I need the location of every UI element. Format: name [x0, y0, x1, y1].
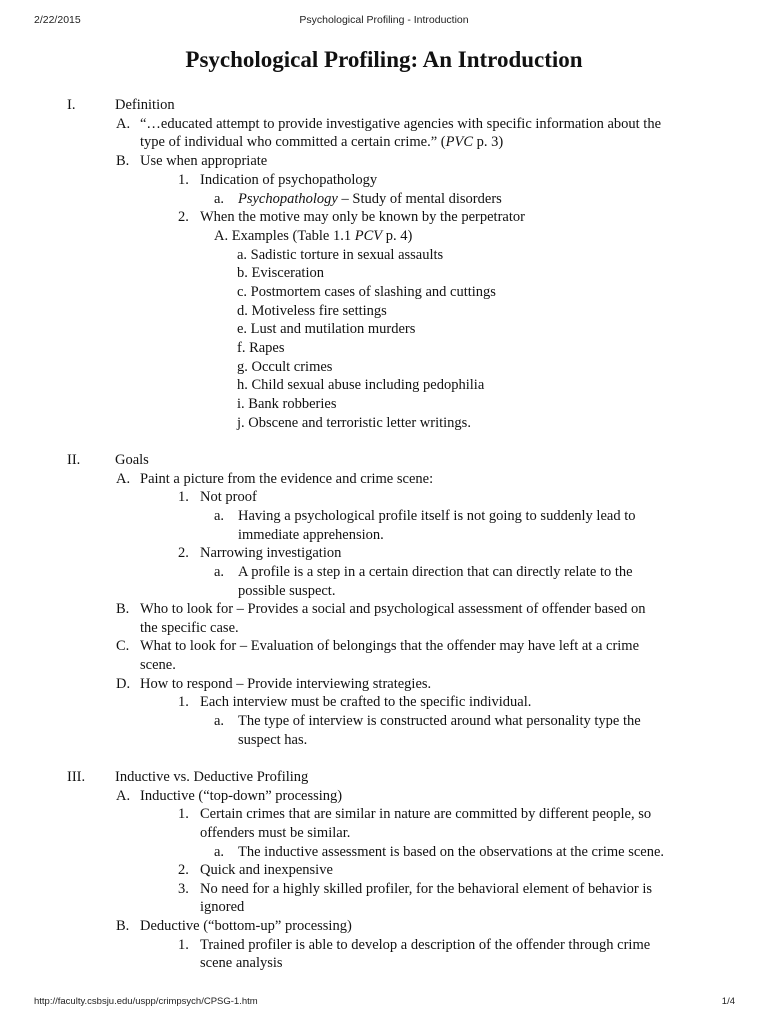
outline-line: the specific case.: [140, 620, 239, 636]
item-label: B.: [116, 918, 130, 934]
item-label: A.: [116, 116, 131, 132]
print-url: http://faculty.csbsju.edu/uspp/crimpsych/CPSG-1.htm: [34, 996, 258, 1007]
print-page-title: Psychological Profiling - Introduction: [299, 14, 469, 26]
outline-line: When the motive may only be known by the perpetrator: [200, 209, 525, 225]
outline-line: Use when appropriate: [140, 153, 268, 169]
outline-line: Quick and inexpensive: [200, 862, 333, 878]
outline-line: Each interview must be crafted to the specific individual.: [200, 694, 532, 710]
outline-line: No need for a highly skilled profiler, for the behavioral element of behavior is: [200, 881, 652, 897]
outline-line: Narrowing investigation: [200, 545, 342, 561]
section-heading: Definition: [115, 97, 175, 113]
outline-line: possible suspect.: [238, 583, 336, 599]
item-label: 3.: [178, 881, 189, 897]
example-item: e. Lust and mutilation murders: [237, 321, 416, 337]
item-label: 2.: [178, 862, 189, 878]
example-item: d. Motiveless fire settings: [237, 303, 387, 319]
outline-line: “…educated attempt to provide investigative agencies with specific information about the: [140, 116, 662, 132]
outline-line: Who to look for – Provides a social and psychological assessment of offender based on: [140, 601, 646, 617]
item-label: C.: [116, 638, 130, 654]
item-label: 1.: [178, 937, 189, 953]
outline-line: Indication of psychopathology: [200, 172, 378, 188]
outline-line: Not proof: [200, 489, 257, 505]
outline-line: A. Examples (Table 1.1 PCV p. 4): [214, 228, 413, 244]
outline-line: Inductive (“top-down” processing): [140, 788, 343, 804]
item-label: a.: [214, 191, 225, 207]
outline-line: ignored: [200, 899, 245, 915]
outline-line: scene analysis: [200, 955, 283, 971]
item-label: a.: [214, 508, 225, 524]
outline-line: offenders must be similar.: [200, 825, 351, 841]
outline-line: type of individual who committed a certain crime.” (PVC p. 3): [140, 134, 504, 150]
item-label: A.: [116, 471, 131, 487]
outline-line: The inductive assessment is based on the observations at the crime scene.: [238, 844, 665, 860]
item-label: D.: [116, 676, 131, 692]
item-label: a.: [214, 564, 225, 580]
citation-abbrev: PVC: [445, 134, 473, 150]
section-heading: Inductive vs. Deductive Profiling: [115, 769, 309, 785]
outline-line: Trained profiler is able to develop a description of the offender through crime: [200, 937, 651, 953]
example-item: h. Child sexual abuse including pedophilia: [237, 377, 485, 393]
example-item: c. Postmortem cases of slashing and cuttings: [237, 284, 496, 300]
example-item: f. Rapes: [237, 340, 285, 356]
outline-line: suspect has.: [238, 732, 308, 748]
item-label: 1.: [178, 489, 189, 505]
item-label: 2.: [178, 545, 189, 561]
example-item: g. Occult crimes: [237, 359, 333, 375]
example-item: b. Evisceration: [237, 265, 324, 281]
example-item: i. Bank robberies: [237, 396, 337, 412]
outline-line: Certain crimes that are similar in nature are committed by different people, so: [200, 806, 652, 822]
outline-line: Having a psychological profile itself is not going to suddenly lead to: [238, 508, 636, 524]
item-label: 1.: [178, 172, 189, 188]
item-label: 2.: [178, 209, 189, 225]
document-title: Psychological Profiling: An Introduction: [185, 47, 583, 72]
outline-line: A profile is a step in a certain direction that can directly relate to the: [238, 564, 633, 580]
outline-line: Paint a picture from the evidence and crime scene:: [140, 471, 434, 487]
item-label: 1.: [178, 694, 189, 710]
outline-line: scene.: [140, 657, 176, 673]
item-label: a.: [214, 844, 225, 860]
outline-line: immediate apprehension.: [238, 527, 384, 543]
page-number: 1/4: [721, 996, 735, 1007]
outline-line: The type of interview is constructed around what personality type the: [238, 713, 641, 729]
example-item: a. Sadistic torture in sexual assaults: [237, 247, 444, 263]
section-number: III.: [67, 769, 86, 785]
section-number: I.: [67, 97, 76, 113]
item-label: a.: [214, 713, 225, 729]
outline-line: Psychopathology – Study of mental disorders: [238, 191, 502, 207]
section-heading: Goals: [115, 452, 149, 468]
section-number: II.: [67, 452, 81, 468]
outline-line: Deductive (“bottom-up” processing): [140, 918, 352, 934]
outline-line: How to respond – Provide interviewing strategies.: [140, 676, 432, 692]
item-label: A.: [116, 788, 131, 804]
outline-line: What to look for – Evaluation of belongings that the offender may have left at a crime: [140, 638, 640, 654]
print-date: 2/22/2015: [34, 14, 81, 26]
item-label: 1.: [178, 806, 189, 822]
example-item: j. Obscene and terroristic letter writings.: [237, 415, 471, 431]
item-label: B.: [116, 153, 130, 169]
item-label: B.: [116, 601, 130, 617]
